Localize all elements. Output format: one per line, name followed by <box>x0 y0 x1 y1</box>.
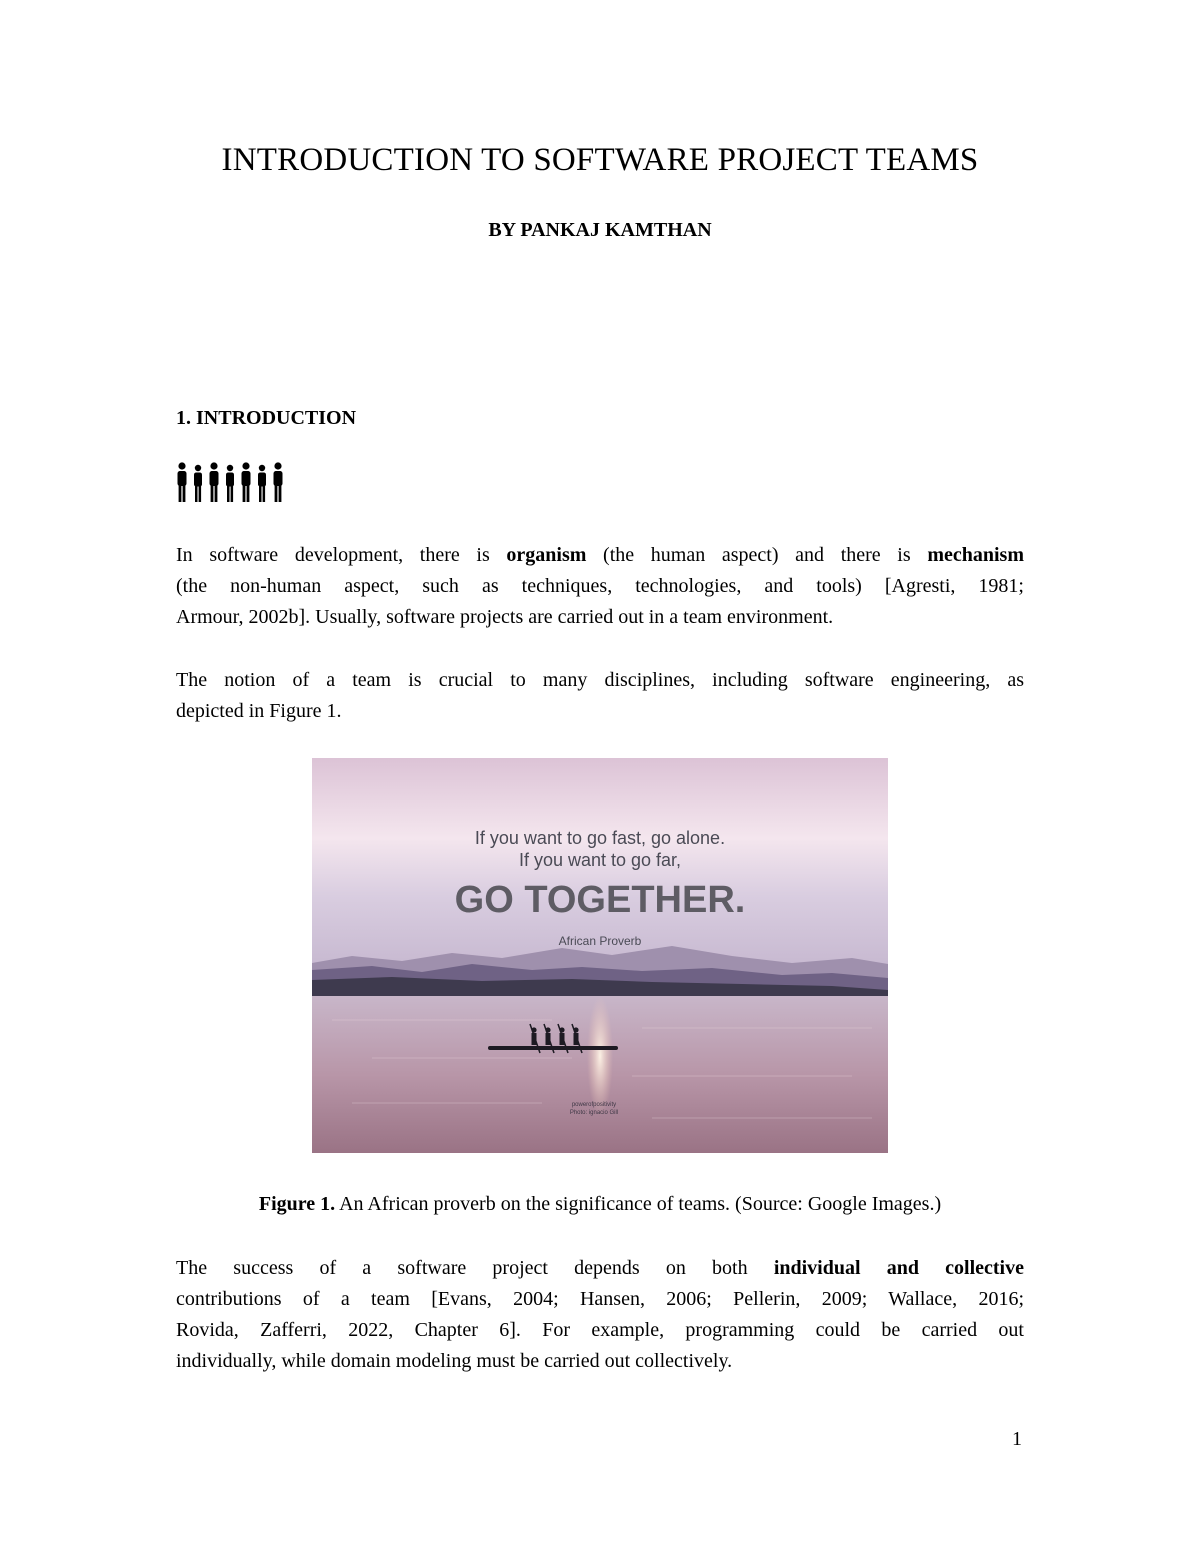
figure-caption <box>0 1193 1200 1216</box>
paragraph-organism-mechanism <box>176 540 1024 633</box>
document-title: INTRODUCTION TO SOFTWARE PROJECT TEAMS <box>221 142 979 178</box>
page-number: 1 <box>1012 1428 1022 1450</box>
person-icon <box>258 465 266 502</box>
person-icon <box>210 462 219 502</box>
caption-text: An African proverb on the significance of teams. (Source: Google Images.) <box>335 1193 942 1215</box>
text-run: In software development, there is <box>176 544 507 566</box>
paragraph-line: The notion of a team is crucial to many disciplines, including software engineering, as <box>176 669 1024 691</box>
quote-line-1: If you want to go fast, go alone. <box>474 828 726 848</box>
text-run: The success of a software project depends on both <box>176 1257 774 1279</box>
group-of-people-icon <box>176 462 286 504</box>
paragraph-individual-collective <box>176 1253 1024 1377</box>
caption-label: Figure 1. <box>258 1193 336 1215</box>
text-run: (the human aspect) and there is <box>586 544 928 566</box>
bold-term-mechanism: mechanism <box>927 544 1024 566</box>
person-icon <box>178 462 187 502</box>
person-icon <box>274 462 283 502</box>
image-credit-line-2: Photo: ignacio Gill <box>569 1110 619 1116</box>
paragraph-line: depicted in Figure 1. <box>176 700 342 722</box>
bold-term-individual-collective: individual and collective <box>773 1257 1024 1279</box>
paragraph-team-notion <box>176 665 1024 727</box>
person-icon <box>194 465 202 502</box>
paragraph-line: individually, while domain modeling must be carried out collectively. <box>176 1350 733 1372</box>
paragraph-line <box>176 1253 1024 1284</box>
paragraph-line: (the non-human aspect, such as techniques, technologies, and tools) [Agresti, 1981; <box>176 575 1024 597</box>
paragraph-line: Rovida, Zafferri, 2022, Chapter 6]. For example, programming could be carried out <box>176 1319 1024 1341</box>
paragraph-line: contributions of a team [Evans, 2004; Hansen, 2006; Pellerin, 2009; Wallace, 2016; <box>176 1288 1024 1310</box>
figure-proverb-image <box>312 758 888 1153</box>
quote-source: African Proverb <box>558 934 642 948</box>
bold-term-organism: organism <box>506 544 587 566</box>
quote-line-2: If you want to go far, <box>518 850 682 870</box>
person-icon <box>242 462 251 502</box>
person-icon <box>226 465 234 502</box>
document-author: BY PANKAJ KAMTHAN <box>488 219 712 241</box>
paragraph-line <box>176 540 1024 571</box>
quote-emphasis: GO TOGETHER. <box>454 879 746 921</box>
paragraph-line: Armour, 2002b]. Usually, software projects are carried out in a team environment. <box>176 606 834 628</box>
section-heading: 1. INTRODUCTION <box>176 407 357 429</box>
image-credit-line-1: powerofpositivity <box>571 1102 617 1108</box>
